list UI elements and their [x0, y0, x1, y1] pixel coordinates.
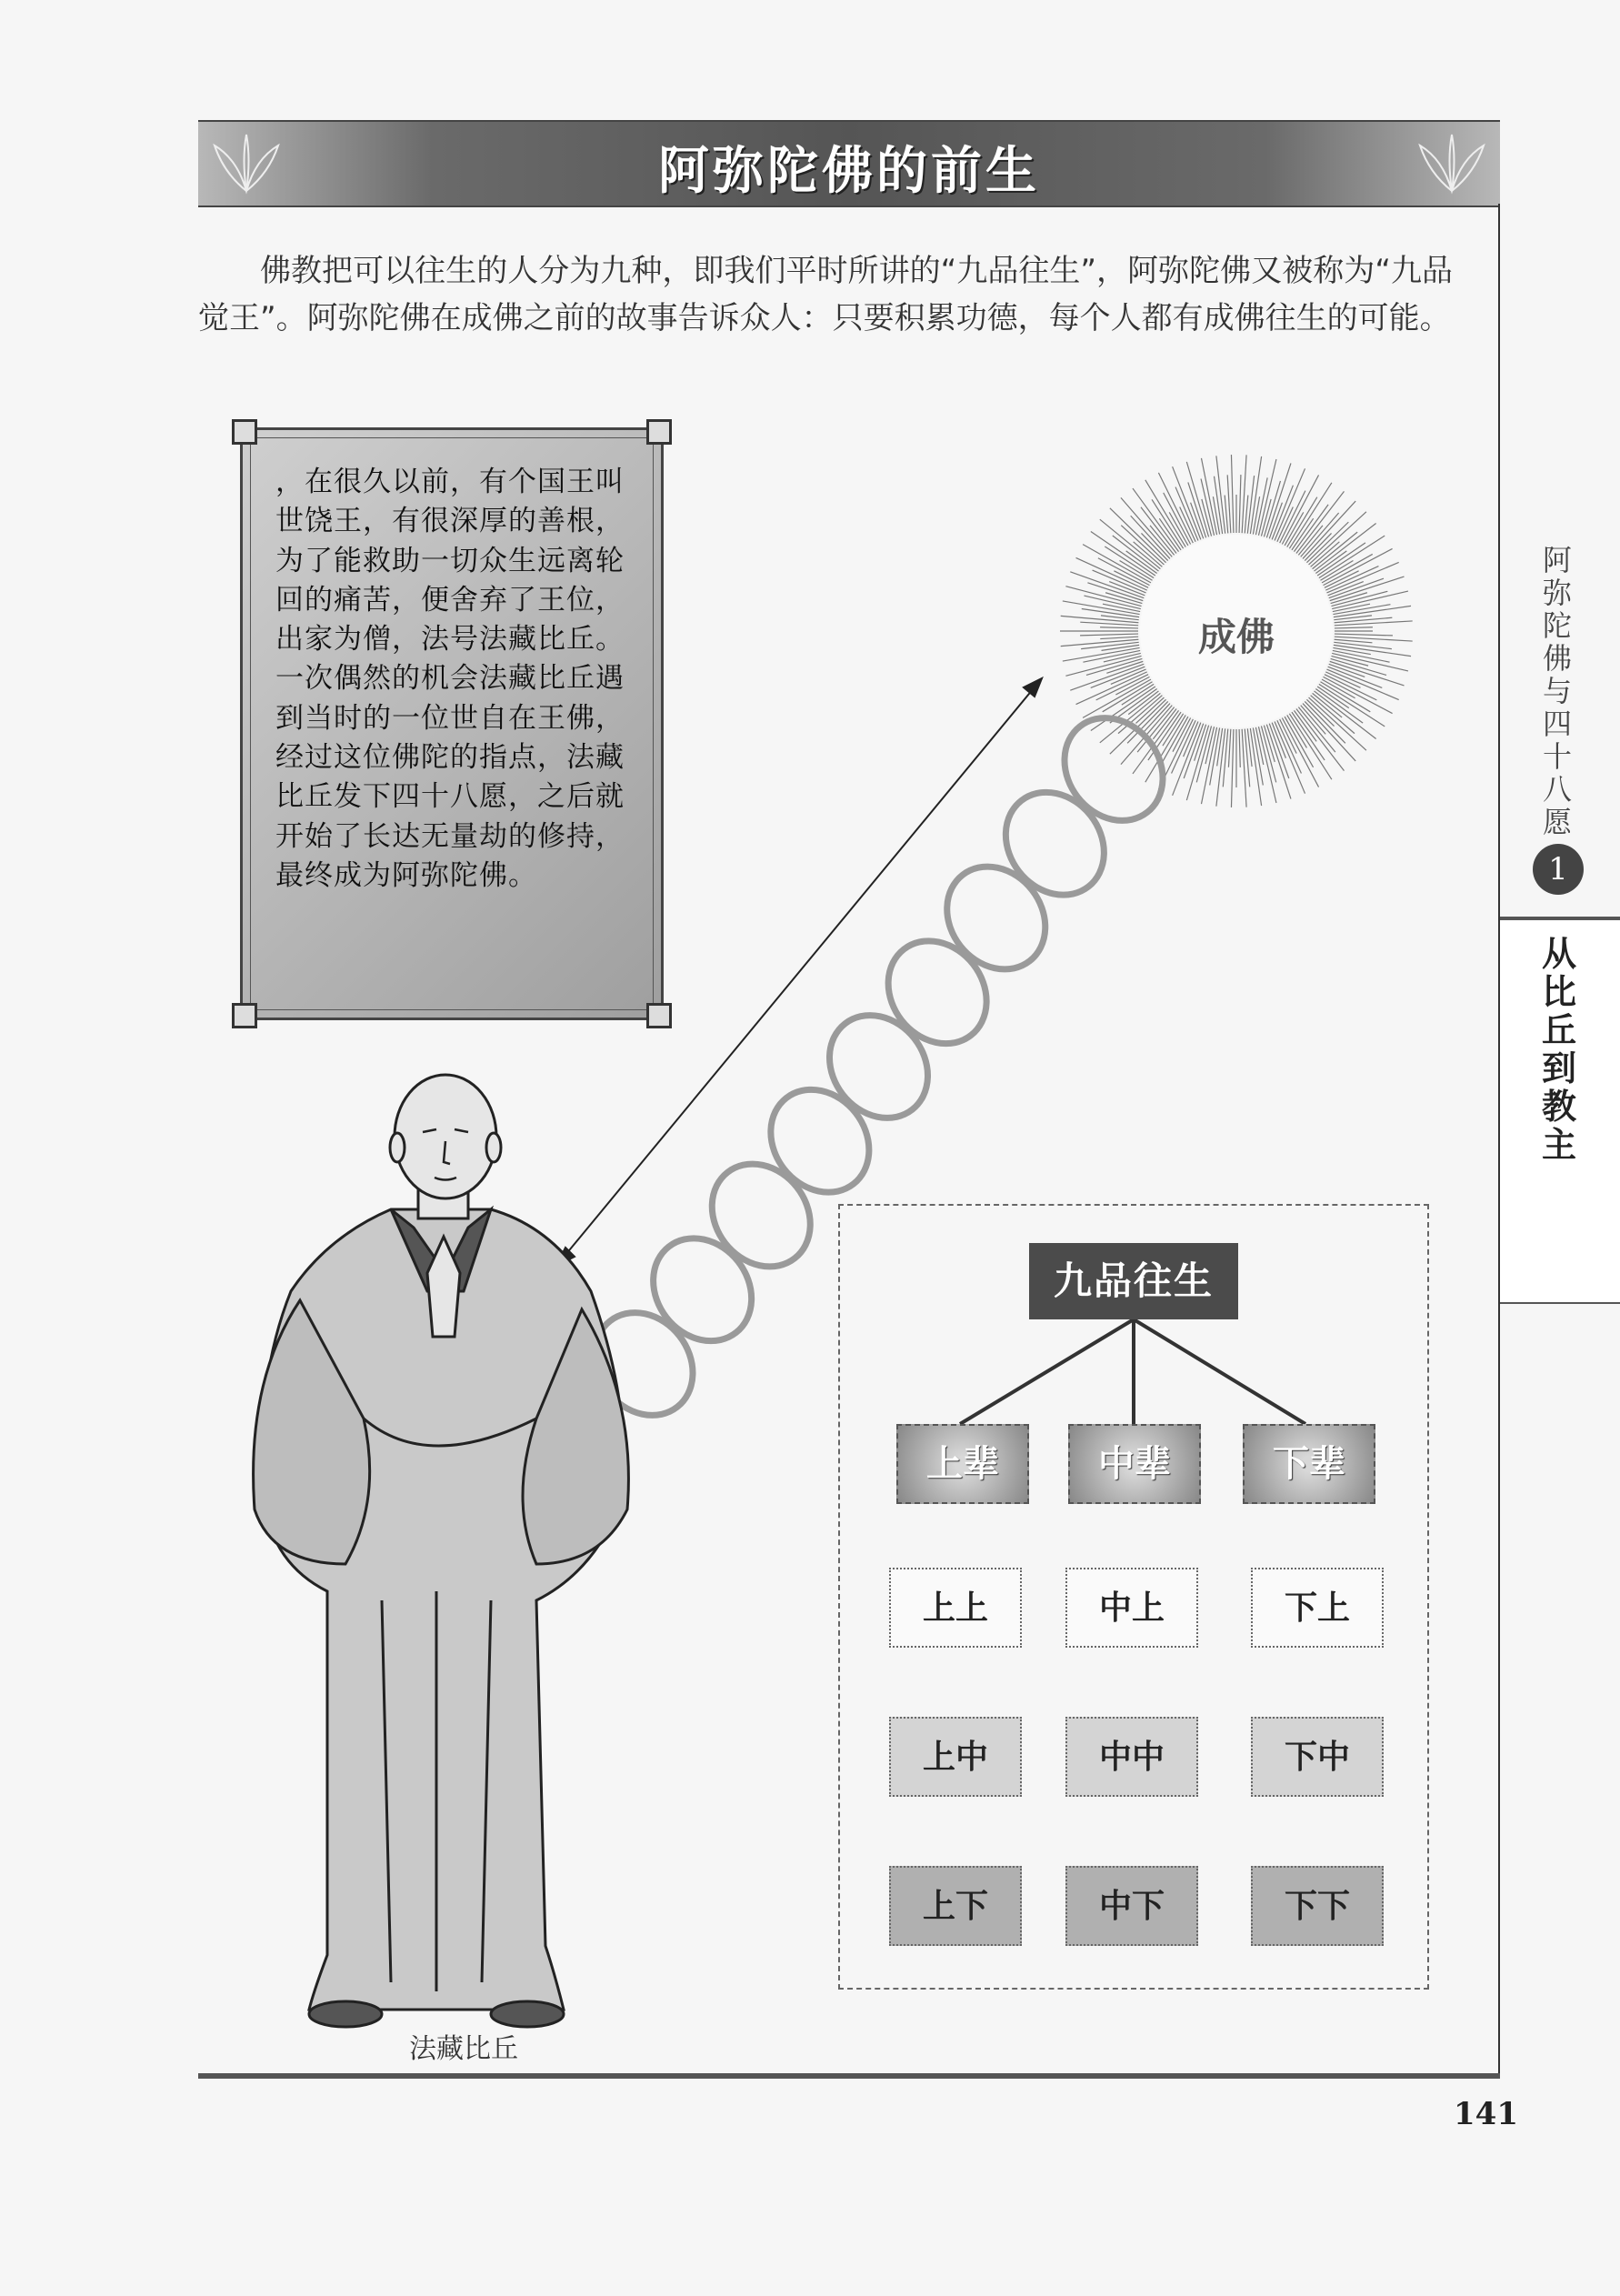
grade-cell: 下中	[1251, 1717, 1384, 1797]
section-title: 从比丘到教主	[1541, 934, 1576, 1165]
grade-cell: 下上	[1251, 1568, 1384, 1648]
chain-ring	[633, 1218, 772, 1360]
chapter-title: 阿弥陀佛与四十八愿	[1542, 543, 1572, 839]
story-box	[240, 427, 664, 1020]
grade-cell: 上中	[889, 1717, 1022, 1797]
tier-lower: 下辈	[1243, 1424, 1375, 1504]
chain-ring	[751, 1070, 890, 1212]
monk-caption: 法藏比丘	[409, 2033, 518, 2065]
intro-paragraph	[198, 247, 1453, 342]
chain-ring	[985, 773, 1125, 915]
chain-ring	[692, 1144, 831, 1286]
corner-ornament	[646, 419, 672, 445]
story-text: ，在很久以前，有个国王叫世饶王，有很深厚的善根，为了能救助一切众生远离轮回的痛苦，便舍弃了王位，出家为僧，法号法藏比丘。一次偶然的机会法藏比丘遇到当时的一位世自在王佛，经过这位佛陀的指点，法藏比丘发下四十八愿，之后就开始了长达无量劫的修持，最终成为阿弥陀佛。	[275, 466, 625, 892]
sun-label: 成佛	[1197, 615, 1275, 659]
chain-ring	[1045, 698, 1184, 840]
chain-ring	[868, 921, 1007, 1063]
monk-figure	[254, 1075, 629, 2027]
tier-middle: 中辈	[1068, 1424, 1201, 1504]
corner-ornament	[232, 1003, 257, 1028]
title-banner	[198, 120, 1500, 207]
chain-ring	[809, 996, 948, 1138]
diagram-root-node: 九品往生	[1029, 1243, 1238, 1319]
grade-cell: 上上	[889, 1568, 1022, 1648]
page-number: 141	[1454, 2096, 1518, 2132]
grade-cell: 中中	[1065, 1717, 1198, 1797]
grade-cell: 上下	[889, 1866, 1022, 1946]
intro-text: 佛教把可以往生的人分为九种，即我们平时所讲的“九品往生”，阿弥陀佛又被称为“九品觉王”。阿弥陀佛在成佛之前的故事告诉众人：只要积累功德，每个人都有成佛往生的可能。	[198, 253, 1453, 336]
lotus-right-icon	[1411, 127, 1493, 200]
grade-cell: 中上	[1065, 1568, 1198, 1648]
chapter-number-badge: 1	[1533, 844, 1584, 895]
chain-ring	[926, 847, 1065, 988]
bottom-rule	[198, 2073, 1500, 2079]
corner-ornament	[646, 1003, 672, 1028]
page-title: 阿弥陀佛的前生	[658, 142, 1040, 201]
tier-upper: 上辈	[896, 1424, 1029, 1504]
corner-ornament	[232, 419, 257, 445]
grade-cell: 中下	[1065, 1866, 1198, 1946]
grade-cell: 下下	[1251, 1866, 1384, 1946]
